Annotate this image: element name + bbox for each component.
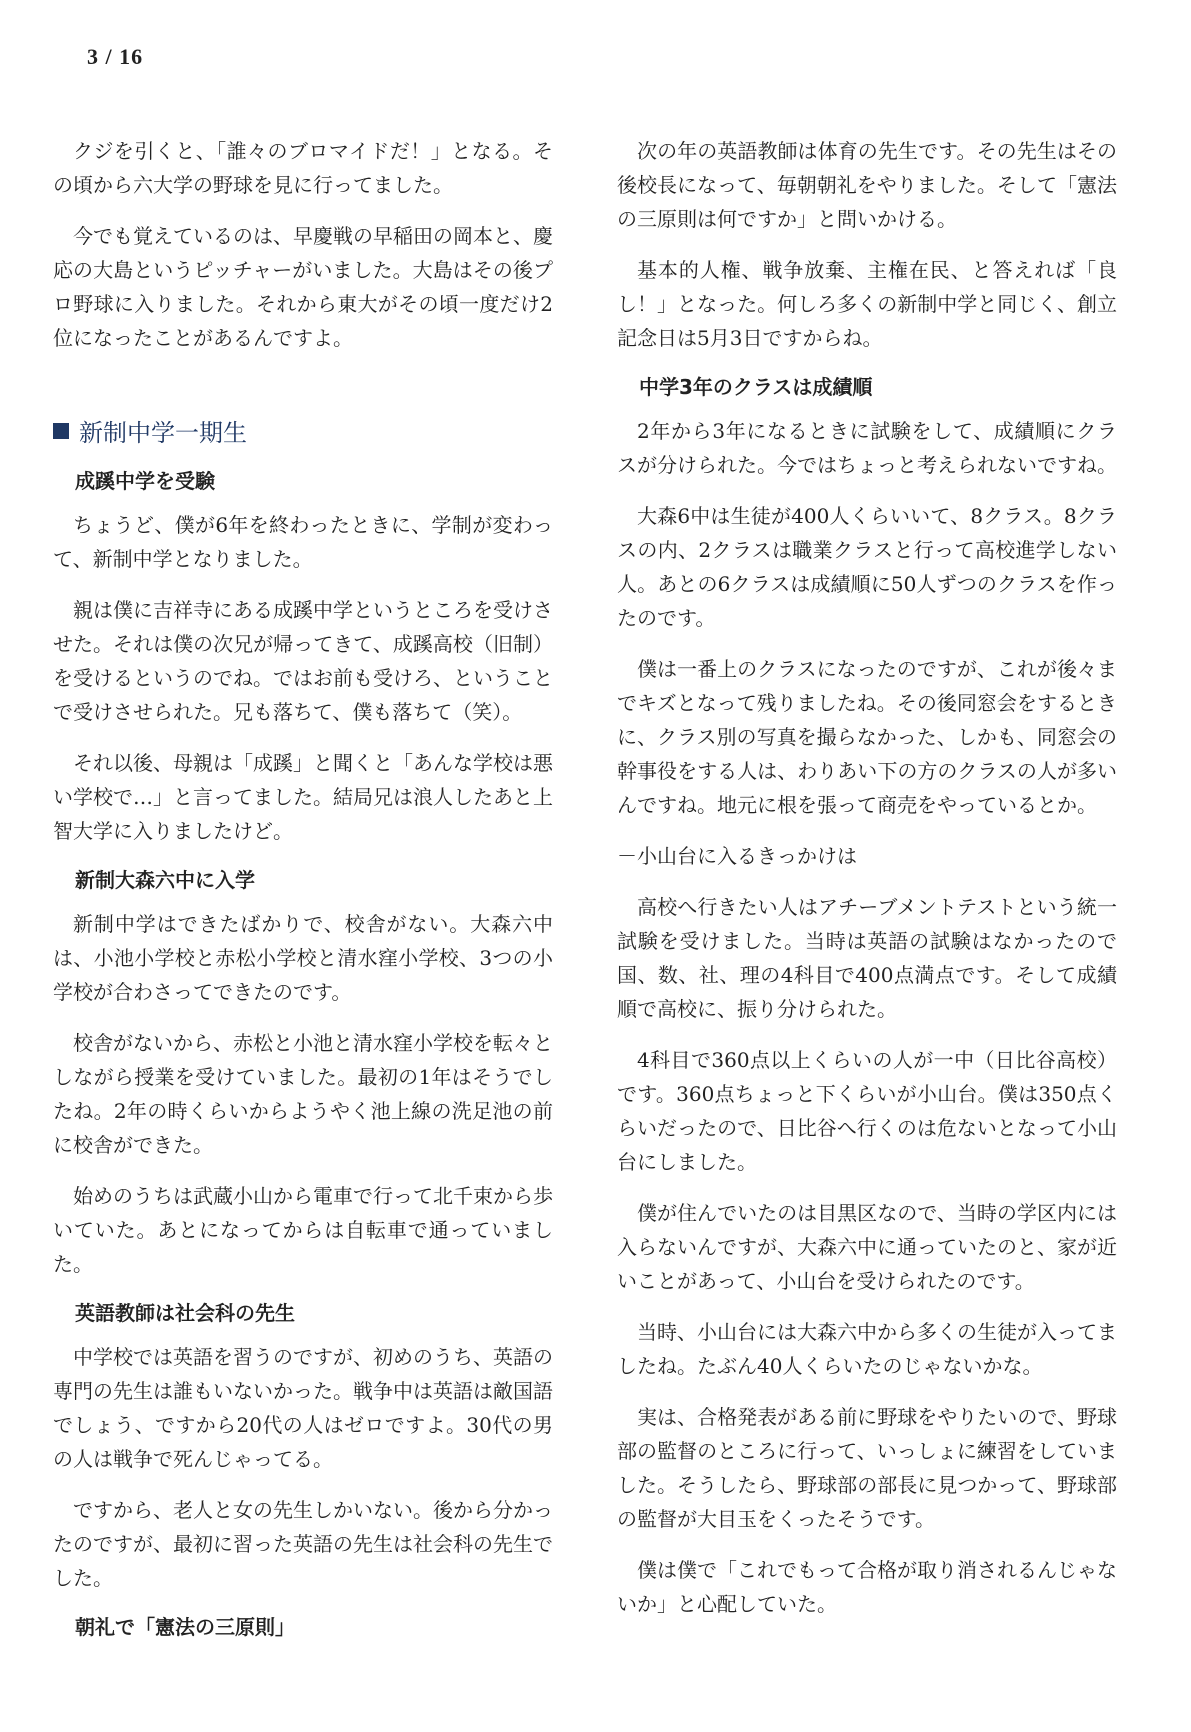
- paragraph: 次の年の英語教師は体育の先生です。その先生はその後校長になって、毎朝朝礼をやりました。そして「憲法の三原則は何ですか」と問いかける。: [617, 139, 1117, 231]
- paragraph: それ以後、母親は「成蹊」と聞くと「あんな学校は悪い学校で…」と言ってました。結局兄は浪人したあと上智大学に入りましたけど。: [53, 751, 553, 843]
- left-column: [53, 134, 553, 1654]
- sub-heading: 中学3年のクラスは成績順: [639, 375, 873, 399]
- paragraph: 親は僕に吉祥寺にある成蹊中学というところを受けさせた。それは僕の次兄が帰ってきて、成蹊高校（旧制）を受けるというのでね。ではお前も受けろ、ということで受けさせられた。兄も落ちて、僕も落ちて（笑）。: [53, 598, 553, 724]
- paragraph: ですから、老人と女の先生しかいない。後から分かったのですが、最初に習った英語の先生は社会科の先生でした。: [53, 1498, 553, 1590]
- paragraph: 新制中学はできたばかりで、校舎がない。大森六中は、小池小学校と赤松小学校と清水窪小学校、3つの小学校が合わさってできたのです。: [53, 912, 553, 1004]
- interview-question: －小山台に入るきっかけは: [617, 844, 857, 868]
- paragraph: 今でも覚えているのは、早慶戦の早稲田の岡本と、慶応の大島というピッチャーがいました。大島はその後プロ野球に入りました。それから東大がその頃一度だけ2位になったことがあるんですよ。: [53, 224, 553, 350]
- section-heading: [53, 413, 553, 448]
- page-number: 3 / 16: [87, 44, 144, 69]
- paragraph: 僕は一番上のクラスになったのですが、これが後々までキズとなって残りましたね。その後同窓会をするときに、クラス別の写真を撮らなかった、しかも、同窓会の幹事役をする人は、わりあい下の方のクラスの人が多いんですね。地元に根を張って商売をやっているとか。: [617, 657, 1117, 817]
- paragraph: 校舎がないから、赤松と小池と清水窪小学校を転々としながら授業を受けていました。最初の1年はそうでしたね。2年の時くらいからようやく池上線の洗足池の前に校舎ができた。: [53, 1031, 553, 1157]
- paragraph: 当時、小山台には大森六中から多くの生徒が入ってましたね。たぶん40人くらいたのじゃないかな。: [617, 1320, 1117, 1378]
- sub-heading: 英語教師は社会科の先生: [75, 1301, 295, 1325]
- sub-heading: 新制大森六中に入学: [75, 868, 255, 892]
- paragraph: 基本的人権、戦争放棄、主権在民、と答えれば「良し！」となった。何しろ多くの新制中学と同じく、創立記念日は5月3日ですからね。: [617, 258, 1117, 350]
- paragraph: ちょうど、僕が6年を終わったときに、学制が変わって、新制中学となりました。: [53, 513, 553, 571]
- paragraph: 大森6中は生徒が400人くらいいて、8クラス。8クラスの内、2クラスは職業クラスと行って高校進学しない人。あとの6クラスは成績順に50人ずつのクラスを作ったのです。: [617, 504, 1117, 630]
- paragraph: クジを引くと、「誰々のブロマイドだ！」となる。その頃から六大学の野球を見に行ってました。: [53, 139, 553, 197]
- paragraph: 実は、合格発表がある前に野球をやりたいので、野球部の監督のところに行って、いっしょに練習をしていました。そうしたら、野球部の部長に見つかって、野球部の監督が大目玉をくったそうです。: [617, 1405, 1117, 1531]
- paragraph: 中学校では英語を習うのですが、初めのうち、英語の専門の先生は誰もいないかった。戦争中は英語は敵国語でしょう、ですから20代の人はゼロですよ。30代の男の人は戦争で死んじゃってる。: [53, 1345, 553, 1471]
- paragraph: 僕は僕で「これでもって合格が取り消されるんじゃないか」と心配していた。: [617, 1558, 1117, 1616]
- section-title: 新制中学一期生: [79, 419, 247, 447]
- sub-heading: 成蹊中学を受験: [75, 469, 215, 493]
- right-column: [617, 134, 1117, 1638]
- square-bullet-icon: [53, 423, 69, 439]
- paragraph: 2年から3年になるときに試験をして、成績順にクラスが分けられた。今ではちょっと考えられないですね。: [617, 419, 1117, 477]
- paragraph: 始めのうちは武蔵小山から電車で行って北千束から歩いていた。あとになってからは自転車で通っていました。: [53, 1184, 553, 1276]
- sub-heading: 朝礼で「憲法の三原則」: [75, 1615, 295, 1639]
- paragraph: 高校へ行きたい人はアチーブメントテストという統一試験を受けました。当時は英語の試験はなかったので国、数、社、理の4科目で400点満点です。そして成績順で高校に、振り分けられた。: [617, 895, 1117, 1021]
- paragraph: 4科目で360点以上くらいの人が一中（日比谷高校）です。360点ちょっと下くらいが小山台。僕は350点くらいだったので、日比谷へ行くのは危ないとなって小山台にしました。: [617, 1048, 1117, 1174]
- paragraph: 僕が住んでいたのは目黒区なので、当時の学区内には入らないんですが、大森六中に通っていたのと、家が近いことがあって、小山台を受けられたのです。: [617, 1201, 1117, 1293]
